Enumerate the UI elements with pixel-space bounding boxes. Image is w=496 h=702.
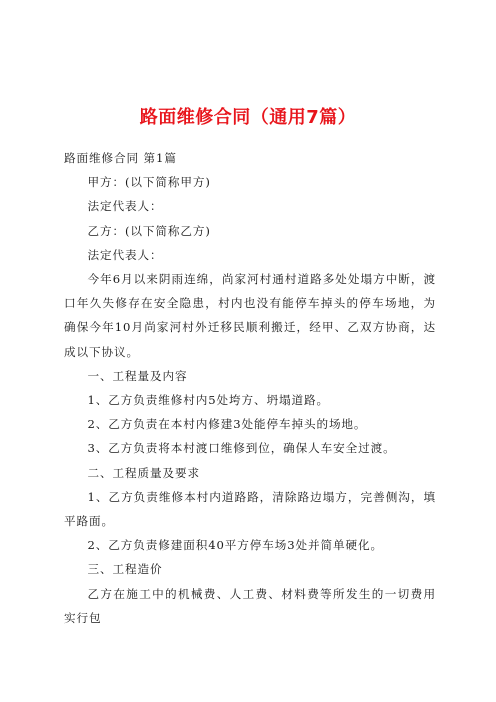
clause-heading: 三、工程造价 [87,562,163,577]
clause-paragraph: 乙方在施工中的机械费、人工费、材料费等所发生的一切费用实行包 [64,586,436,625]
clause-item: 3、乙方负责将本村渡口维修到位，确保人车安全过渡。 [87,441,396,456]
preamble-paragraph: 今年6月以来阴雨连绵，尚家河村通村道路多处处塌方中断，渡口年久失修存在安全隐患，村内也没有能停车掉头的停车场地，为确保今年10月尚家河村外迁移民顺利搬迁，经甲、乙双方协商，达成以下协议。 [64,272,436,359]
clause-item: 1、乙方负责维修村内5处垮方、坍塌道路。 [87,393,329,408]
clause-heading: 二、工程质量及要求 [87,465,200,480]
section-heading: 路面维修合同 第1篇 [64,151,177,165]
document-title: 路面维修合同（通用7篇） [139,107,357,128]
party-a-line: 甲方：(以下简称甲方) [87,175,211,190]
document-body [64,146,436,630]
clause-item: 2、乙方负责修建面积40平方停车场3处并简单硬化。 [87,538,383,553]
clause-item: 1、乙方负责维修本村内道路路，清除路边塌方，完善侧沟，填平路面。 [64,489,436,529]
clause-heading: 一、工程量及内容 [87,368,188,383]
party-b-line: 乙方：(以下简称乙方) [87,223,211,238]
party-b-representative-line: 法定代表人： [87,247,163,262]
party-a-representative-line: 法定代表人： [87,199,163,214]
clause-item: 2、乙方负责在本村内修建3处能停车掉头的场地。 [87,417,367,432]
